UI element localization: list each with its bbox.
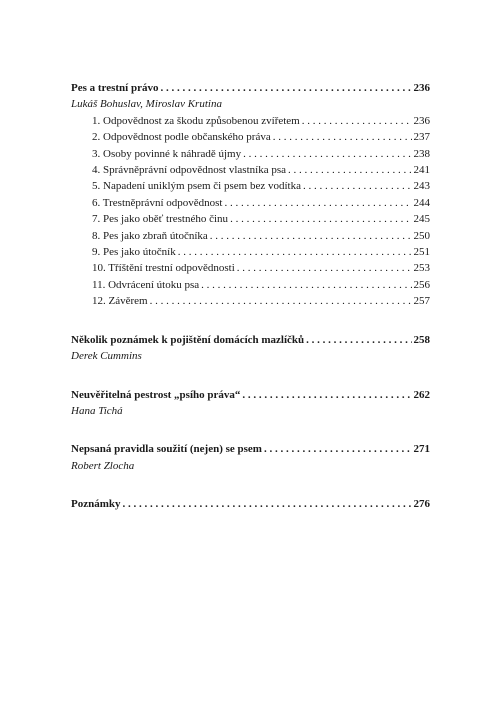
toc-entry-title: 10. Tříštění trestní odpovědnosti [92, 262, 235, 275]
toc-section-heading [71, 80, 430, 96]
toc-section-authors: Robert Zlocha [71, 459, 135, 472]
toc-entry-title: 2. Odpovědnost podle občanského práva [92, 131, 271, 144]
dot-leader [224, 195, 411, 211]
dot-leader [201, 277, 411, 293]
toc-section-page: 236 [413, 82, 430, 94]
dot-leader [150, 293, 412, 309]
toc-entry [71, 195, 430, 211]
toc-entry [71, 277, 430, 293]
toc-section-authors: Derek Cummins [71, 350, 142, 363]
toc-entry [71, 244, 430, 260]
toc-entry-page: 251 [413, 246, 430, 259]
toc-section-page: 262 [413, 388, 430, 401]
toc-section-title: Poznámky [71, 498, 121, 511]
toc-entry-page: 253 [413, 262, 430, 275]
toc-section-heading [71, 496, 430, 512]
toc-entry [71, 260, 430, 276]
toc-section-title: Nepsaná pravidla soužití (nejen) se psem [71, 443, 262, 456]
dot-leader [230, 211, 411, 227]
toc-section-heading [71, 441, 430, 457]
toc-section-heading [71, 332, 430, 348]
dot-leader [178, 244, 412, 260]
dot-leader [306, 332, 411, 348]
toc-section [71, 332, 430, 365]
toc-section [71, 387, 430, 420]
toc-section-title: Neuvěřitelná pestrost „psího práva“ [71, 388, 241, 401]
toc-entry-title: 5. Napadení uniklým psem či psem bez vodítka [92, 180, 301, 193]
toc-entry-page: 238 [413, 147, 430, 160]
toc-entry-title: 7. Pes jako oběť trestného činu [92, 213, 229, 226]
toc-entry [71, 178, 430, 194]
toc-entry [71, 293, 430, 309]
dot-leader [123, 496, 412, 512]
toc-entry-title: 3. Osoby povinné k náhradě újmy [92, 147, 242, 160]
toc-entry-page: 236 [413, 114, 430, 127]
toc-entry-title: 4. Správněprávní odpovědnost vlastníka psa [92, 164, 286, 177]
toc-entry [71, 129, 430, 145]
toc-section [71, 441, 430, 474]
toc-entry [71, 162, 430, 178]
toc-entry-page: 241 [413, 164, 430, 177]
dot-leader [264, 441, 412, 457]
toc-section-page: 258 [413, 333, 430, 346]
toc-entry-page: 250 [413, 229, 430, 242]
toc-entry [71, 228, 430, 244]
dot-leader [210, 228, 412, 244]
toc-section-authors: Hana Tichá [71, 404, 123, 417]
toc-entry-title: 6. Trestněprávní odpovědnost [92, 196, 223, 209]
toc-entry-title: 9. Pes jako útočník [92, 246, 176, 259]
toc-section-title: Pes a trestní právo [71, 82, 159, 94]
toc-entry-page: 245 [413, 213, 430, 226]
toc-entry-page: 257 [413, 295, 430, 308]
toc-section-authors: Lukáš Bohuslav, Miroslav Krutina [71, 98, 222, 111]
toc-section-page: 276 [413, 498, 430, 511]
toc-entry-page: 244 [413, 196, 430, 209]
toc-section [71, 496, 430, 512]
dot-leader [242, 387, 411, 403]
dot-leader [273, 129, 412, 145]
dot-leader [237, 260, 412, 276]
toc-entry [71, 146, 430, 162]
toc-entry-title: 12. Závěrem [92, 295, 148, 308]
toc-entry-title: 8. Pes jako zbraň útočníka [92, 229, 208, 242]
toc-entry-title: 11. Odvrácení útoku psa [92, 278, 200, 291]
dot-leader [288, 162, 412, 178]
dot-leader [303, 178, 412, 194]
toc-section-title: Několik poznámek k pojištění domácích mazlíčků [71, 333, 305, 346]
toc-section-heading [71, 387, 430, 403]
toc-entry [71, 211, 430, 227]
toc-entry-page: 237 [413, 131, 430, 144]
toc-entry [71, 113, 430, 129]
table-of-contents [71, 80, 430, 535]
dot-leader [243, 146, 411, 162]
dot-leader [160, 80, 411, 96]
toc-entry-title: 1. Odpovědnost za škodu způsobenou zvířetem [92, 114, 300, 127]
dot-leader [302, 113, 412, 129]
toc-section [71, 80, 430, 310]
toc-entry-page: 256 [413, 278, 430, 291]
toc-entry-page: 243 [413, 180, 430, 193]
toc-section-page: 271 [413, 443, 430, 456]
